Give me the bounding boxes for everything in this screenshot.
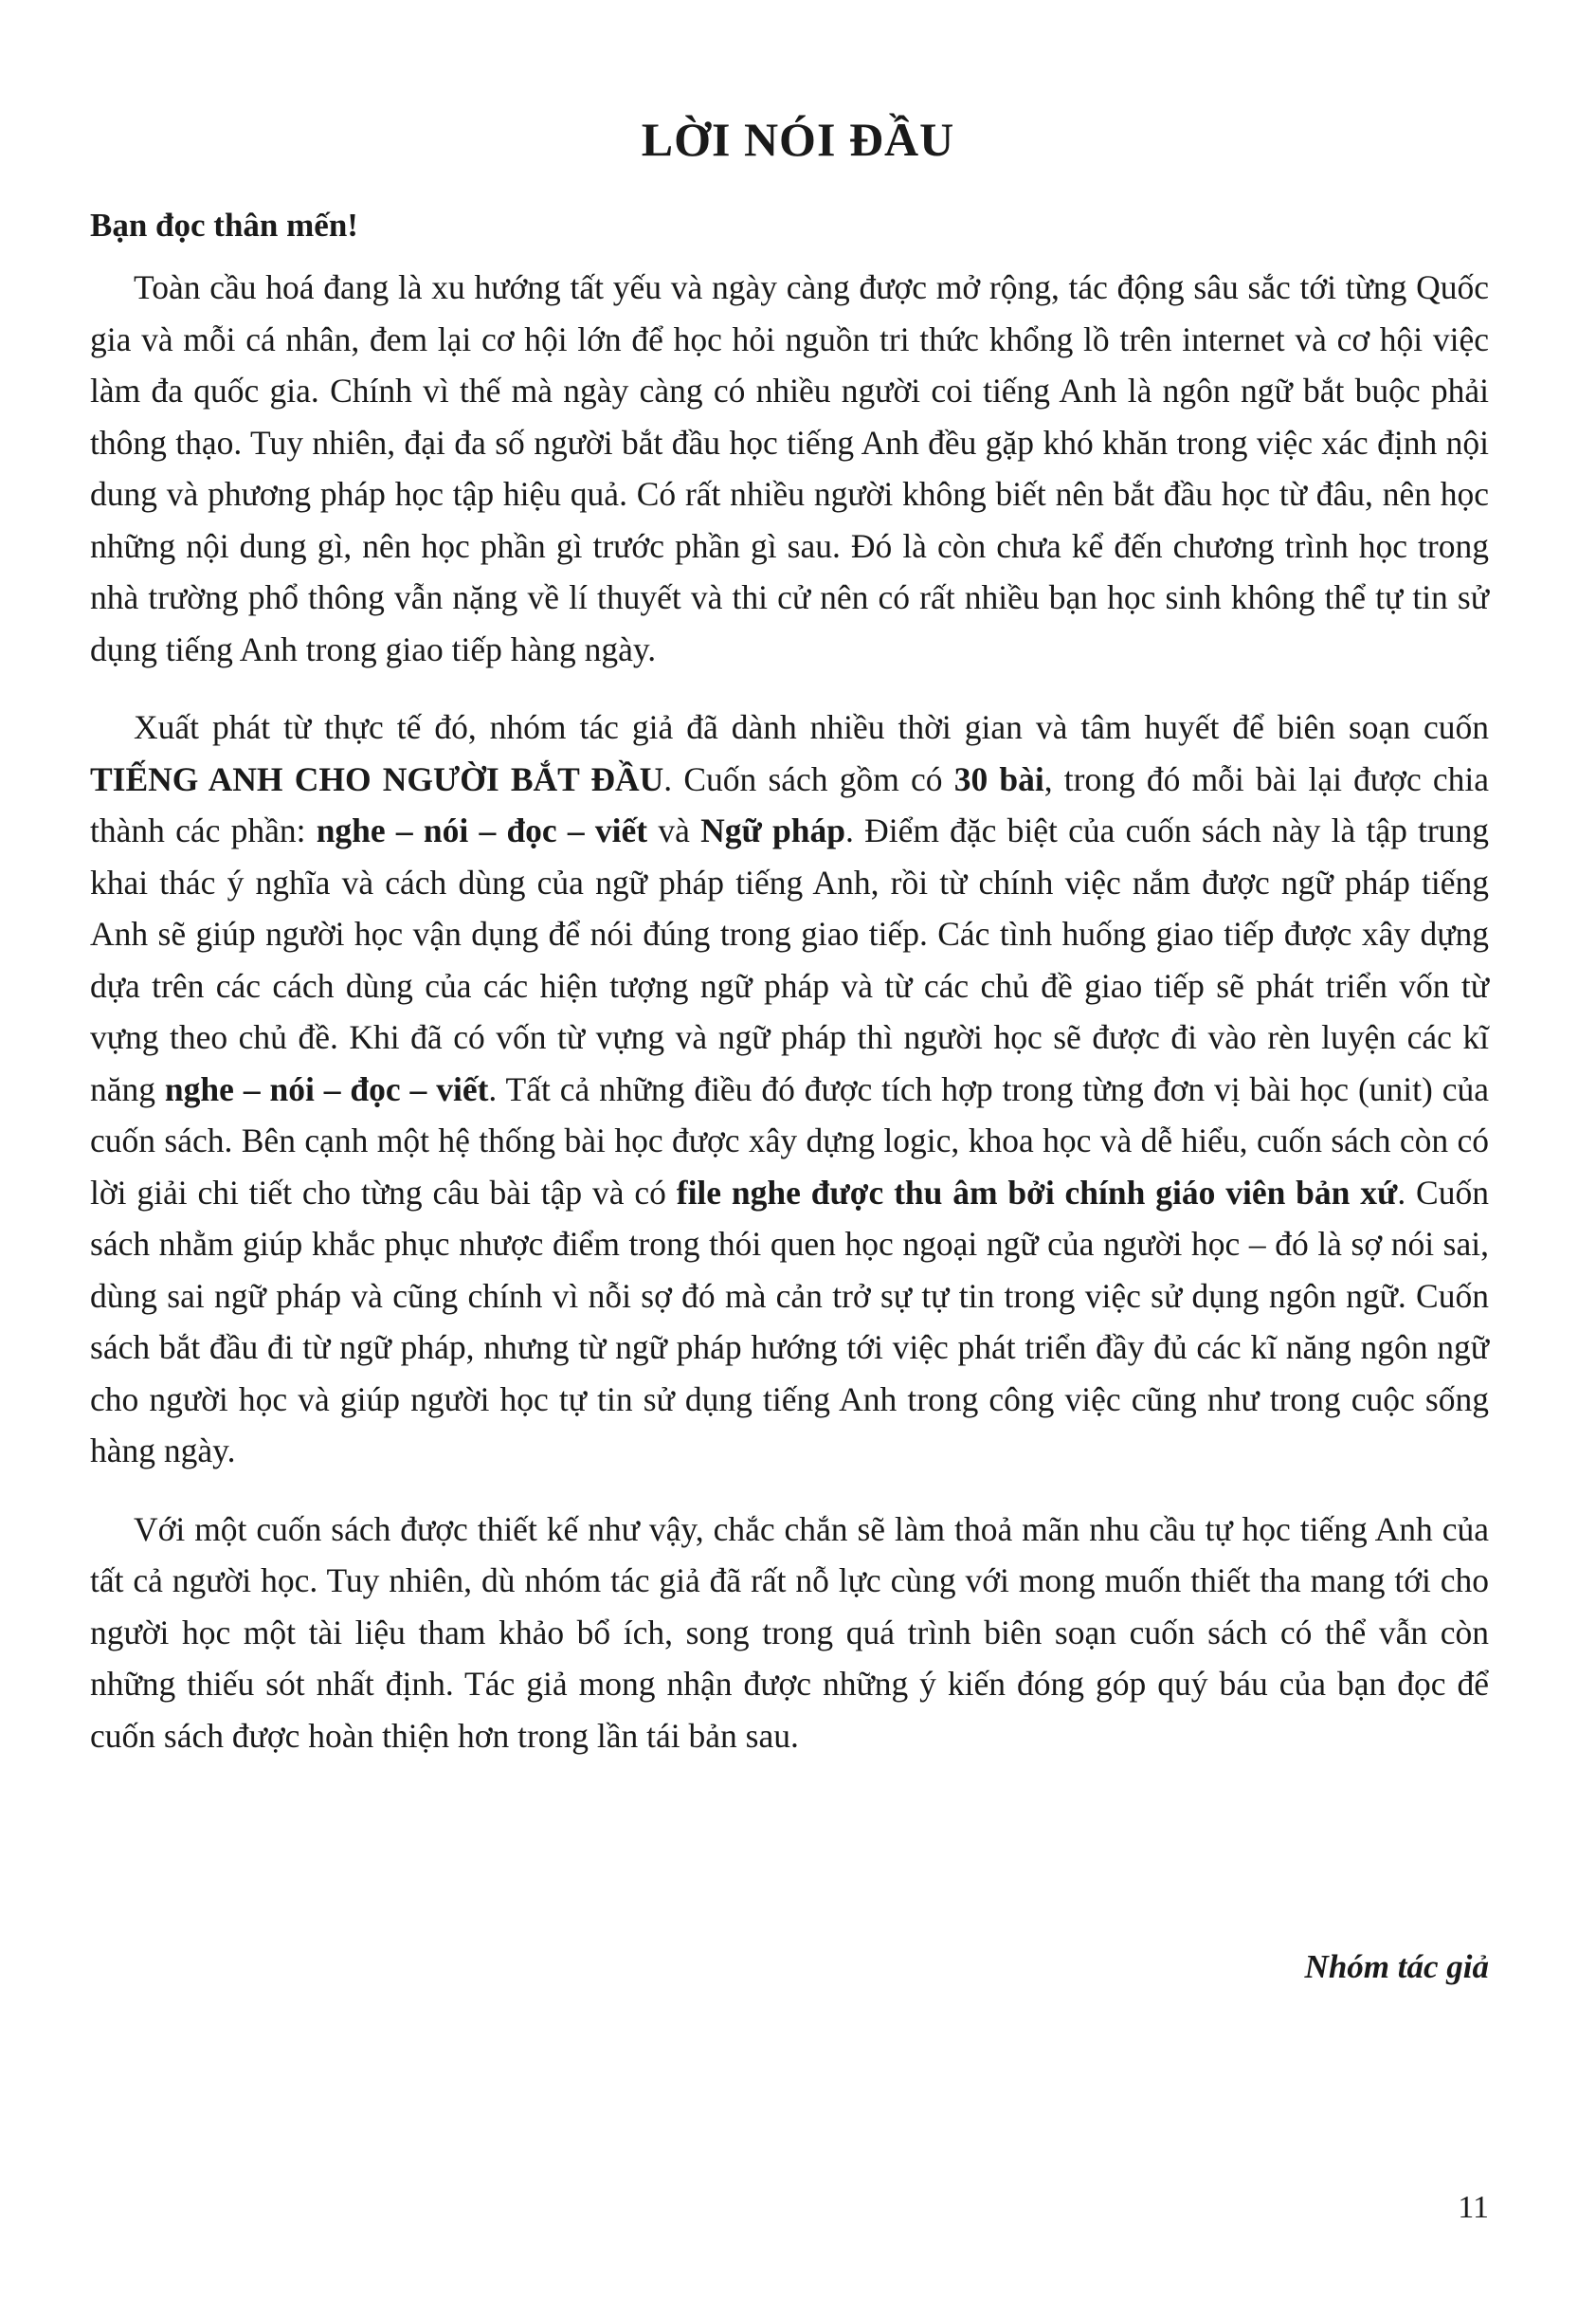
text-span: . Cuốn sách gồm có bbox=[663, 759, 954, 798]
audio-file-bold: file nghe được thu âm bởi chính giáo viên bản xứ bbox=[676, 1173, 1398, 1212]
lesson-count-bold: 30 bài bbox=[953, 759, 1044, 798]
text-span: , trong đó mỗi bài lại được chia thành các phần: bbox=[90, 759, 1489, 849]
text-span: và bbox=[647, 812, 701, 849]
paragraph-intro: Toàn cầu hoá đang là xu hướng tất yếu và ngày càng được mở rộng, tác động sâu sắc tới từng Quốc gia và mỗi cá nhân, đem lại cơ hội lớn để học hỏi nguồn tri thức khổng lồ trên internet và cơ hội việc làm đa quốc gia. Chính vì thế mà ngày càng có nhiều người coi tiếng Anh là ngôn ngữ bắt buộc phải thông thạo. Tuy nhiên, đại đa số người bắt đầu học tiếng Anh đều gặp khó khăn trong việc xác định nội dung và phương pháp học tập hiệu quả. Có rất nhiều người không biết nên bắt đầu học từ đâu, nên học những nội dung gì, nên học phần gì trước phần gì sau. Đó là còn chưa kể đến chương trình học trong nhà trường phổ thông vẫn nặng về lí thuyết và thi cử nên có rất nhiều bạn học sinh không thể tự tin sử dụng tiếng Anh trong giao tiếp hàng ngày. bbox=[90, 268, 1489, 668]
page-number: 11 bbox=[1458, 2190, 1489, 2225]
paragraph-closing: Với một cuốn sách được thiết kế như vậy, chắc chắn sẽ làm thoả mãn nhu cầu tự học tiếng Anh của tất cả người học. Tuy nhiên, dù nhóm tác giả đã rất nỗ lực cùng với mong muốn thiết tha mang tới cho người học một tài liệu tham khảo bổ ích, song trong quá trình biên soạn cuốn sách có thể vẫn còn những thiếu sót nhất định. Tác giả mong nhận được những ý kiến đóng góp quý báu của bạn đọc để cuốn sách được hoàn thiện hơn trong lần tái bản sau. bbox=[90, 1509, 1489, 1755]
skills-bold: nghe – nói – đọc – viết bbox=[316, 812, 648, 849]
text-span: . Tất cả những điều đó được tích hợp trong từng đơn vị bài học (unit) của cuốn sách. Bên cạnh một hệ thống bài học được xây dựng logic, khoa học và dễ hiểu, cuốn sách còn có lời giải chi tiết cho từng câu bài tập và có bbox=[90, 1069, 1490, 1212]
body-text bbox=[90, 262, 1489, 1761]
skills-bold: nghe – nói – đọc – viết bbox=[164, 1069, 489, 1108]
text-span: . Cuốn sách nhằm giúp khắc phục nhược điểm trong thói quen học ngoại ngữ của người học – đó là sợ nói sai, dùng sai ngữ pháp và cũng chính vì nỗi sợ đó mà cản trở sự tự tin trong việc sử dụng ngôn ngữ. Cuốn sách bắt đầu đi từ ngữ pháp, nhưng từ ngữ pháp hướng tới việc phát triển đầy đủ các kĩ năng ngôn ngữ cho người học và giúp người học tự tin sử dụng tiếng Anh trong công việc cũng như trong cuộc sống hàng ngày. bbox=[90, 1173, 1489, 1469]
page-title: LỜI NÓI ĐẦU bbox=[641, 113, 955, 166]
grammar-bold: Ngữ pháp bbox=[700, 812, 845, 849]
signature: Nhóm tác giả bbox=[1304, 1948, 1489, 1985]
book-title-bold: TIẾNG ANH CHO NGƯỜI BẮT ĐẦU bbox=[90, 759, 664, 798]
text-span: . Điểm đặc biệt của cuốn sách này là tập trung khai thác ý nghĩa và cách dùng của ngữ pháp tiếng Anh, rồi từ chính việc nắm được ngữ pháp tiếng Anh sẽ giúp người học vận dụng để nói đúng trong giao tiếp. Các tình huống giao tiếp được xây dựng dựa trên các cách dùng của các hiện tượng ngữ pháp và từ các chủ đề giao tiếp sẽ phát triển vốn từ vựng theo chủ đề. Khi đã có vốn từ vựng và ngữ pháp thì người học sẽ được đi vào rèn luyện các kĩ năng bbox=[90, 812, 1489, 1108]
text-span: Xuất phát từ thực tế đó, nhóm tác giả đã dành nhiều thời gian và tâm huyết để biên soạn cuốn bbox=[134, 708, 1489, 746]
greeting: Bạn đọc thân mến! bbox=[90, 207, 358, 244]
paragraph-book-description bbox=[90, 702, 1489, 1477]
